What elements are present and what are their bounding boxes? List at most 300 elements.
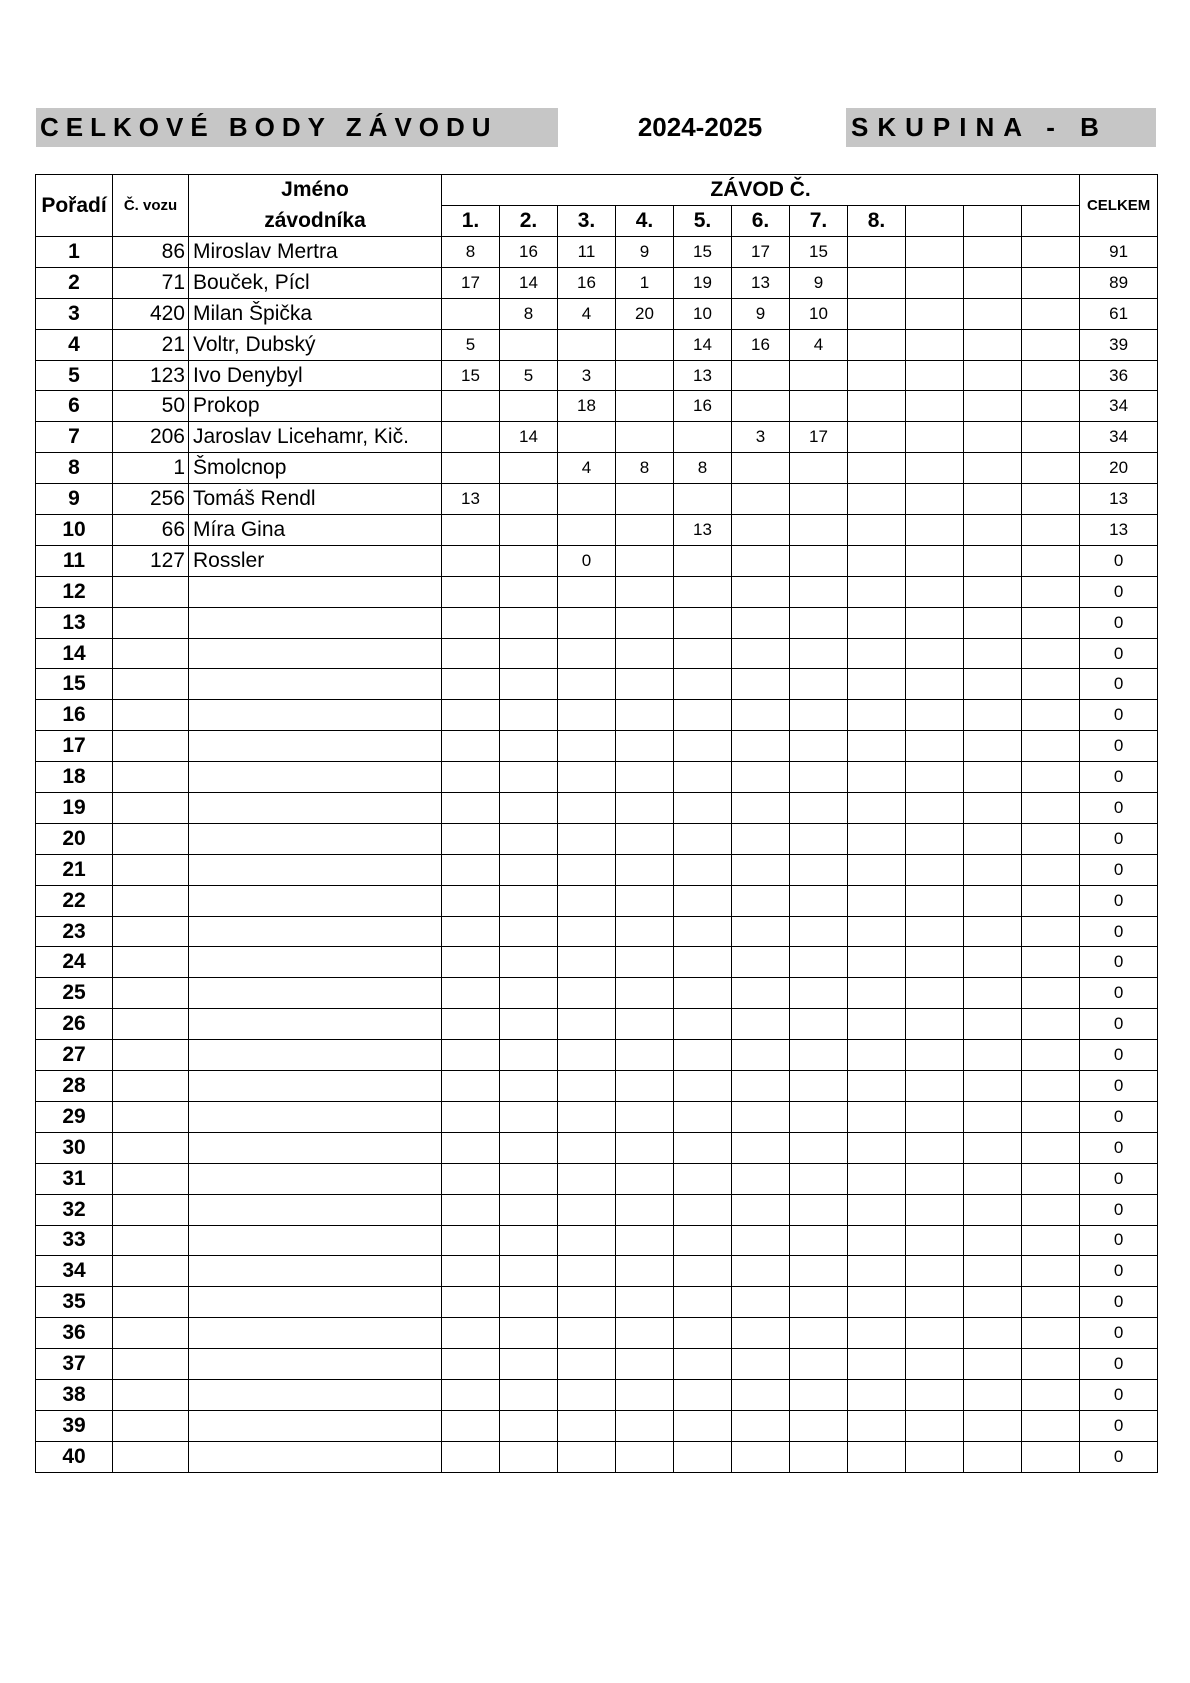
race-points-cell (674, 1163, 732, 1194)
rank-cell: 36 (36, 1318, 113, 1349)
race-points-cell (732, 854, 790, 885)
race-points-cell (964, 638, 1022, 669)
race-points-cell (790, 947, 848, 978)
race-points-cell (848, 484, 906, 515)
race-points-cell (906, 1256, 964, 1287)
race-points-cell (964, 267, 1022, 298)
driver-name-cell (189, 1287, 442, 1318)
race-points-cell (790, 391, 848, 422)
race-points-cell (674, 607, 732, 638)
race-points-cell (964, 762, 1022, 793)
total-points-cell: 0 (1080, 1194, 1158, 1225)
race-points-cell (732, 1410, 790, 1441)
race-points-cell (732, 1349, 790, 1380)
race-points-cell (732, 669, 790, 700)
race-points-cell: 8 (500, 298, 558, 329)
total-points-cell: 0 (1080, 576, 1158, 607)
race-points-cell (558, 1040, 616, 1071)
rank-cell: 20 (36, 823, 113, 854)
col-header-race-4: 4. (616, 206, 674, 237)
total-points-cell: 13 (1080, 484, 1158, 515)
rank-cell: 3 (36, 298, 113, 329)
rank-cell: 25 (36, 978, 113, 1009)
race-points-cell (442, 978, 500, 1009)
race-points-cell (616, 1318, 674, 1349)
race-points-cell (906, 1410, 964, 1441)
race-points-cell: 10 (790, 298, 848, 329)
race-points-cell (790, 1009, 848, 1040)
car-number-cell (113, 885, 189, 916)
race-points-cell (790, 1225, 848, 1256)
race-points-cell: 18 (558, 391, 616, 422)
race-points-cell (848, 793, 906, 824)
total-points-cell: 0 (1080, 854, 1158, 885)
race-points-cell (674, 1349, 732, 1380)
race-points-cell (906, 731, 964, 762)
results-table (35, 174, 1158, 1473)
rank-cell: 13 (36, 607, 113, 638)
race-points-cell (732, 1163, 790, 1194)
race-points-cell (906, 1287, 964, 1318)
race-points-cell (1022, 762, 1080, 793)
race-points-cell (1022, 731, 1080, 762)
car-number-cell (113, 1256, 189, 1287)
race-points-cell (732, 1132, 790, 1163)
car-number-cell (113, 1225, 189, 1256)
driver-name-cell (189, 1225, 442, 1256)
race-points-cell (1022, 793, 1080, 824)
race-points-cell (906, 978, 964, 1009)
race-points-cell (616, 329, 674, 360)
col-header-race-8: 8. (848, 206, 906, 237)
race-points-cell (1022, 885, 1080, 916)
total-points-cell: 0 (1080, 793, 1158, 824)
car-number-cell (113, 978, 189, 1009)
race-points-cell (790, 545, 848, 576)
race-points-cell (964, 484, 1022, 515)
race-points-cell (442, 823, 500, 854)
race-points-cell (906, 1318, 964, 1349)
race-points-cell (442, 1071, 500, 1102)
driver-name-cell: Rossler (189, 545, 442, 576)
race-points-cell (616, 1256, 674, 1287)
race-points-cell (558, 1349, 616, 1380)
race-points-cell (848, 638, 906, 669)
rank-cell: 15 (36, 669, 113, 700)
car-number-cell: 21 (113, 329, 189, 360)
race-points-cell (1022, 1009, 1080, 1040)
race-points-cell (906, 484, 964, 515)
race-points-cell (442, 515, 500, 546)
col-header-name-line1: Jméno (189, 175, 442, 206)
total-points-cell: 0 (1080, 1163, 1158, 1194)
race-points-cell (500, 1349, 558, 1380)
race-points-cell (1022, 1040, 1080, 1071)
race-points-cell (674, 1379, 732, 1410)
race-points-cell (558, 1071, 616, 1102)
race-points-cell (674, 576, 732, 607)
race-points-cell (906, 669, 964, 700)
race-points-cell (442, 762, 500, 793)
race-points-cell (674, 1410, 732, 1441)
total-points-cell: 0 (1080, 731, 1158, 762)
race-points-cell (442, 1009, 500, 1040)
race-points-cell (906, 638, 964, 669)
race-points-cell (848, 823, 906, 854)
race-points-cell (558, 823, 616, 854)
race-points-cell (732, 453, 790, 484)
total-points-cell: 0 (1080, 1256, 1158, 1287)
race-points-cell (616, 793, 674, 824)
race-points-cell (674, 1101, 732, 1132)
race-points-cell: 16 (732, 329, 790, 360)
race-points-cell (790, 1071, 848, 1102)
race-points-cell (964, 515, 1022, 546)
car-number-cell (113, 1287, 189, 1318)
car-number-cell (113, 1194, 189, 1225)
race-points-cell (732, 360, 790, 391)
driver-name-cell: Tomáš Rendl (189, 484, 442, 515)
race-points-cell (964, 422, 1022, 453)
race-points-cell (616, 1163, 674, 1194)
race-points-cell (1022, 916, 1080, 947)
table-row (36, 453, 1158, 484)
race-points-cell (1022, 360, 1080, 391)
race-points-cell: 4 (558, 298, 616, 329)
race-points-cell (442, 391, 500, 422)
race-points-cell (500, 391, 558, 422)
driver-name-cell: Bouček, Pícl (189, 267, 442, 298)
race-points-cell (848, 978, 906, 1009)
race-points-cell (442, 1163, 500, 1194)
col-header-race-5: 5. (674, 206, 732, 237)
race-points-cell (558, 329, 616, 360)
table-row (36, 669, 1158, 700)
car-number-cell: 86 (113, 237, 189, 268)
race-points-cell (964, 1132, 1022, 1163)
race-points-cell (616, 1441, 674, 1472)
driver-name-cell (189, 1040, 442, 1071)
race-points-cell (558, 885, 616, 916)
race-points-cell: 16 (500, 237, 558, 268)
rank-cell: 22 (36, 885, 113, 916)
race-points-cell: 9 (732, 298, 790, 329)
race-points-cell (848, 1379, 906, 1410)
race-points-cell (906, 391, 964, 422)
race-points-cell (790, 360, 848, 391)
rank-cell: 10 (36, 515, 113, 546)
race-points-cell (964, 1040, 1022, 1071)
race-points-cell (964, 1379, 1022, 1410)
race-points-cell (790, 700, 848, 731)
rank-cell: 34 (36, 1256, 113, 1287)
rank-cell: 33 (36, 1225, 113, 1256)
race-points-cell: 11 (558, 237, 616, 268)
race-points-cell (906, 515, 964, 546)
driver-name-cell: Míra Gina (189, 515, 442, 546)
race-points-cell (906, 1009, 964, 1040)
race-points-cell (906, 700, 964, 731)
race-points-cell: 16 (674, 391, 732, 422)
race-points-cell (442, 947, 500, 978)
race-points-cell (732, 576, 790, 607)
driver-name-cell (189, 916, 442, 947)
race-points-cell (674, 669, 732, 700)
race-points-cell (616, 1071, 674, 1102)
race-points-cell (906, 762, 964, 793)
table-row (36, 854, 1158, 885)
race-points-cell (500, 453, 558, 484)
table-row (36, 545, 1158, 576)
race-points-cell (906, 1040, 964, 1071)
col-header-race-6: 6. (732, 206, 790, 237)
race-points-cell (906, 916, 964, 947)
race-points-cell: 17 (732, 237, 790, 268)
rank-cell: 31 (36, 1163, 113, 1194)
rank-cell: 32 (36, 1194, 113, 1225)
rank-cell: 11 (36, 545, 113, 576)
race-points-cell (906, 854, 964, 885)
race-points-cell (906, 267, 964, 298)
race-points-cell (732, 1318, 790, 1349)
race-points-cell (616, 1349, 674, 1380)
race-points-cell (500, 823, 558, 854)
race-points-cell (732, 484, 790, 515)
race-points-cell (500, 700, 558, 731)
driver-name-cell: Milan Špička (189, 298, 442, 329)
col-header-race-1: 1. (442, 206, 500, 237)
race-points-cell (964, 916, 1022, 947)
total-points-cell: 0 (1080, 1225, 1158, 1256)
rank-cell: 40 (36, 1441, 113, 1472)
race-points-cell (906, 1379, 964, 1410)
race-points-cell (442, 1379, 500, 1410)
total-points-cell: 36 (1080, 360, 1158, 391)
race-points-cell (848, 545, 906, 576)
race-points-cell (848, 700, 906, 731)
race-points-cell (848, 1256, 906, 1287)
driver-name-cell: Miroslav Mertra (189, 237, 442, 268)
race-points-cell (442, 1040, 500, 1071)
table-row (36, 1287, 1158, 1318)
race-points-cell (848, 1287, 906, 1318)
race-points-cell (1022, 1101, 1080, 1132)
car-number-cell (113, 1132, 189, 1163)
race-points-cell (674, 1287, 732, 1318)
race-points-cell (848, 329, 906, 360)
table-row (36, 1009, 1158, 1040)
race-points-cell (790, 1132, 848, 1163)
race-points-cell (906, 453, 964, 484)
driver-name-cell: Ivo Denybyl (189, 360, 442, 391)
race-points-cell (558, 607, 616, 638)
race-points-cell (558, 1256, 616, 1287)
rank-cell: 28 (36, 1071, 113, 1102)
race-points-cell (964, 978, 1022, 1009)
race-points-cell (848, 885, 906, 916)
race-points-cell (558, 1379, 616, 1410)
race-points-cell (732, 700, 790, 731)
race-points-cell (616, 515, 674, 546)
race-points-cell: 8 (442, 237, 500, 268)
race-points-cell (906, 1101, 964, 1132)
race-points-cell (848, 1071, 906, 1102)
race-points-cell (674, 1040, 732, 1071)
race-points-cell (964, 360, 1022, 391)
car-number-cell: 123 (113, 360, 189, 391)
season-label: 2024-2025 (637, 112, 763, 142)
race-points-cell (964, 1225, 1022, 1256)
race-points-cell (1022, 545, 1080, 576)
race-points-cell (442, 545, 500, 576)
race-points-cell (964, 237, 1022, 268)
race-points-cell (674, 762, 732, 793)
race-points-cell (848, 576, 906, 607)
race-points-cell (964, 1071, 1022, 1102)
table-row (36, 1163, 1158, 1194)
race-points-cell (674, 1318, 732, 1349)
race-points-cell (964, 1194, 1022, 1225)
race-points-cell (964, 1318, 1022, 1349)
race-points-cell (558, 731, 616, 762)
race-points-cell (558, 1441, 616, 1472)
race-points-cell (1022, 1349, 1080, 1380)
race-points-cell (1022, 1194, 1080, 1225)
table-row (36, 515, 1158, 546)
race-points-cell (674, 1194, 732, 1225)
race-points-cell (790, 1410, 848, 1441)
race-points-cell (732, 916, 790, 947)
race-points-cell (500, 1441, 558, 1472)
table-row (36, 607, 1158, 638)
race-points-cell (558, 793, 616, 824)
race-points-cell (906, 885, 964, 916)
race-points-cell (732, 1194, 790, 1225)
table-row (36, 237, 1158, 268)
car-number-cell (113, 607, 189, 638)
race-points-cell: 5 (442, 329, 500, 360)
race-points-cell (964, 1163, 1022, 1194)
race-points-cell (1022, 1410, 1080, 1441)
race-points-cell (1022, 1163, 1080, 1194)
race-points-cell (848, 298, 906, 329)
race-points-cell (1022, 391, 1080, 422)
race-points-cell: 15 (442, 360, 500, 391)
car-number-cell (113, 916, 189, 947)
col-header-races: ZÁVOD Č. (442, 175, 1080, 206)
driver-name-cell: Jaroslav Licehamr, Kič. (189, 422, 442, 453)
race-points-cell (964, 298, 1022, 329)
race-points-cell (1022, 607, 1080, 638)
race-points-cell (616, 638, 674, 669)
race-points-cell (558, 1101, 616, 1132)
race-points-cell (616, 360, 674, 391)
table-row (36, 823, 1158, 854)
total-points-cell: 20 (1080, 453, 1158, 484)
race-points-cell (558, 1318, 616, 1349)
race-points-cell (964, 731, 1022, 762)
rank-cell: 39 (36, 1410, 113, 1441)
race-points-cell: 17 (790, 422, 848, 453)
race-points-cell (790, 1441, 848, 1472)
total-points-cell: 0 (1080, 947, 1158, 978)
driver-name-cell (189, 1009, 442, 1040)
race-points-cell (558, 700, 616, 731)
race-points-cell: 15 (674, 237, 732, 268)
driver-name-cell (189, 1349, 442, 1380)
race-points-cell (500, 607, 558, 638)
race-points-cell (848, 854, 906, 885)
race-points-cell (732, 1287, 790, 1318)
table-row (36, 700, 1158, 731)
race-points-cell (616, 1287, 674, 1318)
rank-cell: 5 (36, 360, 113, 391)
driver-name-cell (189, 1256, 442, 1287)
race-points-cell (906, 1163, 964, 1194)
race-points-cell (616, 854, 674, 885)
race-points-cell (674, 422, 732, 453)
race-points-cell (442, 638, 500, 669)
race-points-cell (906, 329, 964, 360)
driver-name-cell (189, 762, 442, 793)
car-number-cell (113, 669, 189, 700)
race-points-cell (558, 422, 616, 453)
race-points-cell (732, 885, 790, 916)
race-points-cell (616, 484, 674, 515)
race-points-cell (500, 1040, 558, 1071)
race-points-cell (790, 978, 848, 1009)
race-points-cell (616, 545, 674, 576)
race-points-cell (964, 669, 1022, 700)
rank-cell: 7 (36, 422, 113, 453)
race-points-cell (964, 391, 1022, 422)
car-number-cell (113, 731, 189, 762)
driver-name-cell (189, 1071, 442, 1102)
table-row (36, 1441, 1158, 1472)
table-row (36, 1132, 1158, 1163)
race-points-cell (964, 545, 1022, 576)
race-points-cell (848, 1009, 906, 1040)
race-points-cell (616, 978, 674, 1009)
race-points-cell (674, 638, 732, 669)
race-points-cell (616, 916, 674, 947)
race-points-cell (964, 823, 1022, 854)
race-points-cell (732, 515, 790, 546)
race-points-cell (442, 1349, 500, 1380)
car-number-cell: 50 (113, 391, 189, 422)
race-points-cell (732, 638, 790, 669)
race-points-cell (500, 638, 558, 669)
race-points-cell (616, 1194, 674, 1225)
race-points-cell: 15 (790, 237, 848, 268)
race-points-cell (1022, 1318, 1080, 1349)
driver-name-cell (189, 1101, 442, 1132)
col-header-race-9 (906, 206, 964, 237)
rank-cell: 9 (36, 484, 113, 515)
driver-name-cell (189, 638, 442, 669)
race-points-cell (616, 1132, 674, 1163)
rank-cell: 26 (36, 1009, 113, 1040)
car-number-cell (113, 576, 189, 607)
race-points-cell (732, 1040, 790, 1071)
col-header-name-line2: závodníka (189, 206, 442, 237)
driver-name-cell (189, 978, 442, 1009)
race-points-cell (848, 669, 906, 700)
total-points-cell: 0 (1080, 545, 1158, 576)
col-header-race-3: 3. (558, 206, 616, 237)
race-points-cell (790, 1318, 848, 1349)
race-points-cell (1022, 700, 1080, 731)
